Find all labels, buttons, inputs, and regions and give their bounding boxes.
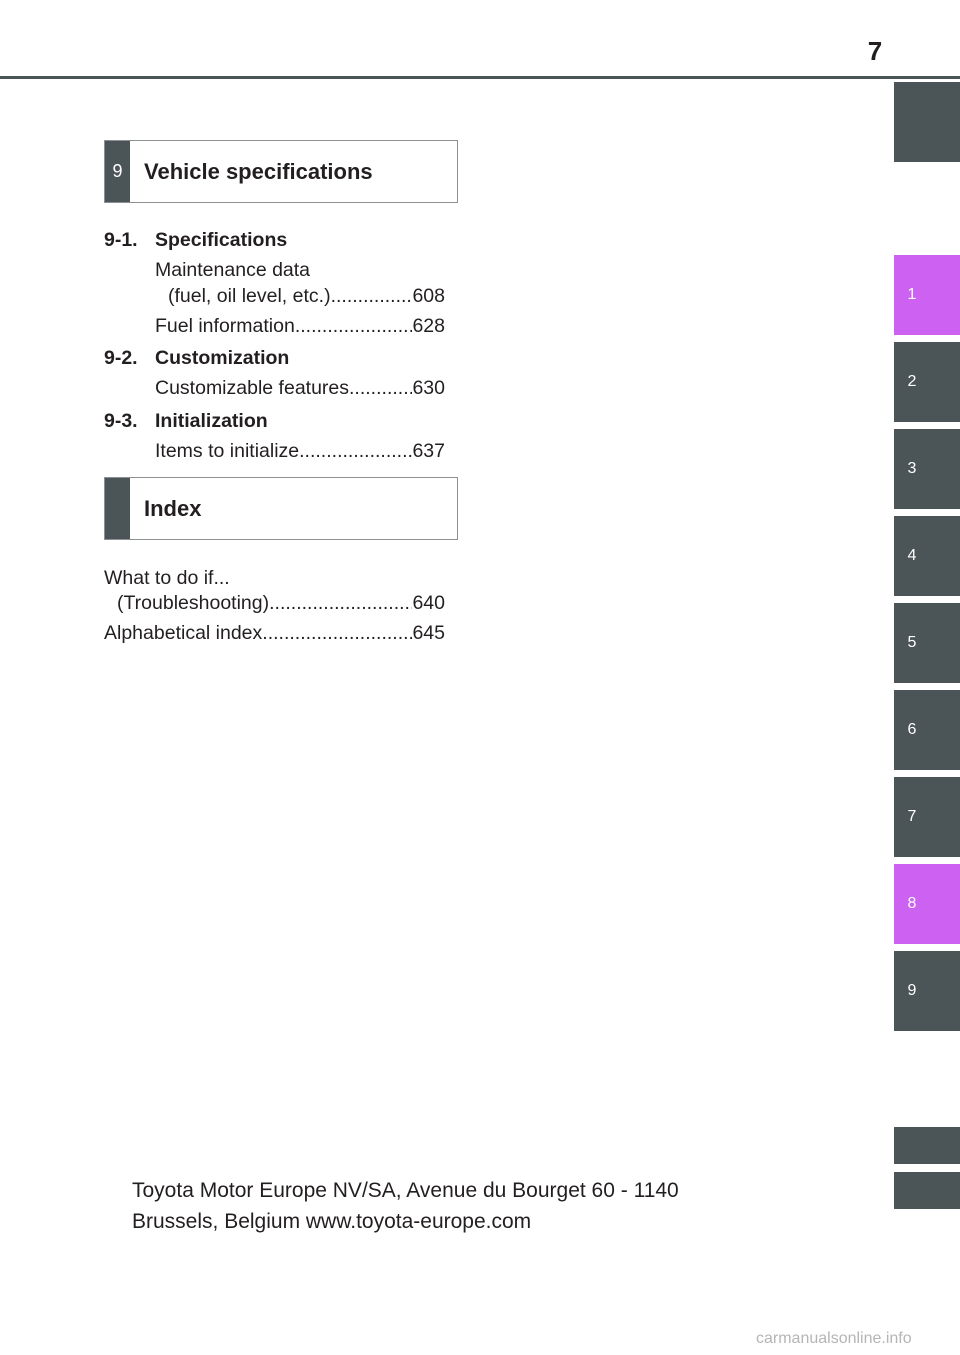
index-tab-lower[interactable] <box>894 1172 960 1209</box>
top-rule <box>0 76 960 79</box>
toc-entry-label: Customizable features <box>155 377 350 399</box>
tab-label: 1 <box>907 286 917 303</box>
section-number-marker: 9 <box>105 141 130 202</box>
publisher-address-line1: Toyota Motor Europe NV/SA, Avenue du Bourget 60 - 1140 <box>132 1179 679 1202</box>
publisher-address-line2: Brussels, Belgium www.toyota-europe.com <box>132 1210 532 1233</box>
chapter-tab-4[interactable] <box>894 516 960 596</box>
dot-leader <box>299 439 412 463</box>
dot-leader <box>295 314 413 338</box>
toc-entry-alphabetical-index[interactable] <box>104 621 445 645</box>
subsection-number: 9-1. <box>104 229 138 251</box>
section-title: Vehicle specifications <box>144 158 373 184</box>
tab-label: 3 <box>907 460 917 477</box>
dot-leader <box>331 284 413 308</box>
chapter-tab-5[interactable] <box>894 603 960 683</box>
tab-label: 5 <box>907 634 917 651</box>
publisher-address <box>132 1175 679 1237</box>
chapter-tab-7[interactable] <box>894 777 960 857</box>
subsection-number: 9-2. <box>104 347 138 369</box>
dot-leader <box>262 621 412 645</box>
chapter-tabs <box>894 0 960 1355</box>
toc-entry-first-line: Maintenance data <box>155 259 311 281</box>
chapter-tab-6[interactable] <box>894 690 960 770</box>
toc-entry-first-line: What to do if... <box>104 567 230 589</box>
chapter-tab-2[interactable] <box>894 342 960 422</box>
section-title: Index <box>144 495 202 521</box>
tab-label: 9 <box>907 982 917 999</box>
toc-entry-page: 640 <box>412 592 445 614</box>
section-header-index <box>104 477 458 540</box>
toc-entry-label: Alphabetical index <box>104 622 263 644</box>
tab-label: 8 <box>907 895 917 912</box>
dot-leader <box>269 591 412 615</box>
chapter-tab-blank[interactable] <box>894 82 960 162</box>
section-header-vehicle-specifications <box>104 140 458 203</box>
watermark: carmanualsonline.info <box>756 1330 912 1347</box>
toc-entry-fuel-information[interactable] <box>155 314 445 338</box>
section-marker <box>105 478 130 539</box>
toc-entry-page: 645 <box>412 622 445 644</box>
chapter-tab-8[interactable] <box>894 864 960 944</box>
toc-entry-maintenance-data[interactable] <box>168 284 445 308</box>
toc-entry-label: (fuel, oil level, etc.) <box>168 285 331 307</box>
tab-label: 4 <box>907 547 917 564</box>
page-number: 7 <box>867 36 883 66</box>
subsection-number: 9-3. <box>104 410 138 432</box>
chapter-tab-9[interactable] <box>894 951 960 1031</box>
toc-entry-customizable-features[interactable] <box>155 376 445 400</box>
subsection-title: Initialization <box>155 410 268 432</box>
toc-entry-label: (Troubleshooting) <box>117 592 270 614</box>
chapter-tab-1[interactable] <box>894 255 960 335</box>
toc-entry-troubleshooting[interactable] <box>117 591 445 615</box>
toc-entry-items-to-initialize[interactable] <box>155 439 445 463</box>
dot-leader <box>349 376 412 400</box>
toc-entry-label: Items to initialize <box>155 440 300 462</box>
toc-entry-page: 608 <box>412 285 445 307</box>
tab-label: 2 <box>907 373 917 390</box>
toc-entry-page: 630 <box>412 377 445 399</box>
toc-entry-page: 628 <box>412 315 445 337</box>
subsection-title: Customization <box>155 347 290 369</box>
index-tab-upper[interactable] <box>894 1127 960 1164</box>
subsection-title: Specifications <box>155 229 288 251</box>
tab-label: 6 <box>907 721 917 738</box>
tab-label: 7 <box>907 808 917 825</box>
toc-entry-page: 637 <box>412 440 445 462</box>
chapter-tab-3[interactable] <box>894 429 960 509</box>
toc-entry-label: Fuel information <box>155 315 295 337</box>
